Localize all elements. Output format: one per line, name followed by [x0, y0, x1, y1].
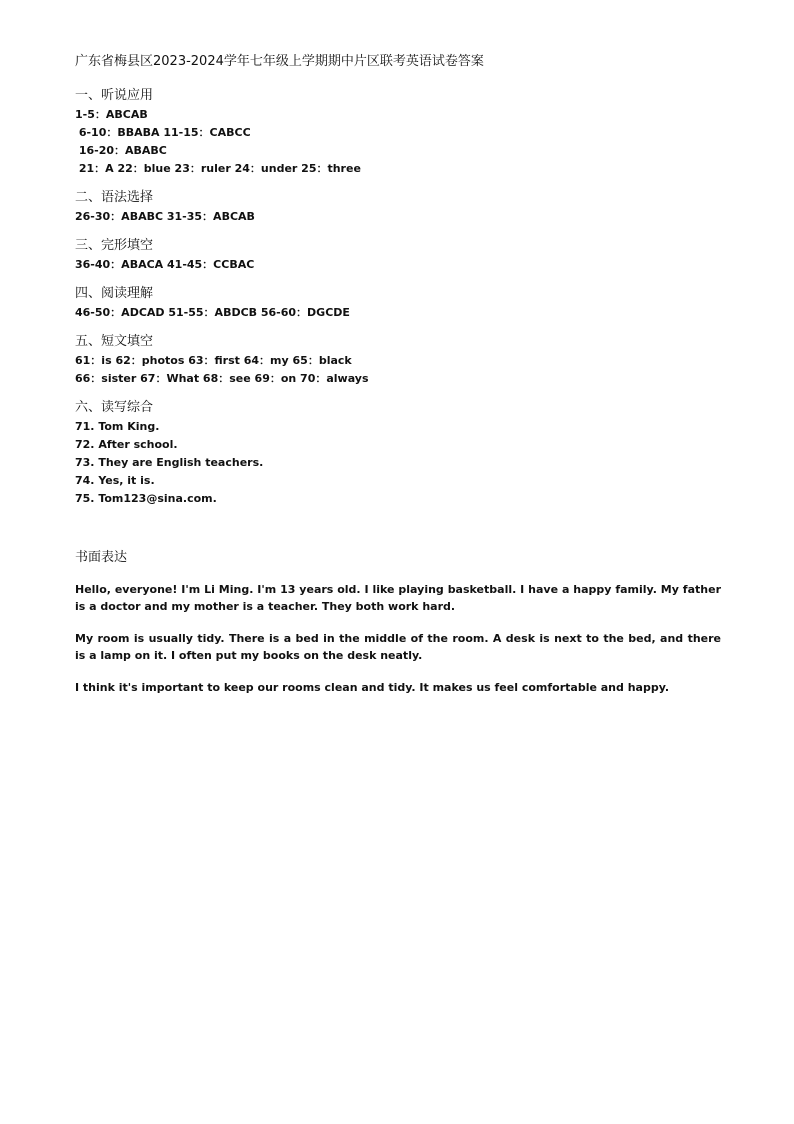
- writing-heading: 书面表达: [75, 550, 128, 565]
- answer-line: 61：is 62：photos 63：first 64：my 65：black: [75, 354, 352, 367]
- answer-line: 75. Tom123@sina.com.: [75, 492, 217, 505]
- section-heading: 一、听说应用: [75, 88, 154, 103]
- answer-line: 72. After school.: [75, 438, 178, 451]
- essay-paragraph: Hello, everyone! I'm Li Ming. I'm 13 years old. I like playing basketball. I have a happy family. My father is a doctor and my mother is a teacher. They both work hard.: [75, 583, 721, 613]
- answer-line: 73. They are English teachers.: [75, 456, 264, 469]
- section-cloze: [75, 236, 721, 274]
- section-grammar: [75, 188, 721, 226]
- essay-paragraph: My room is usually tidy. There is a bed in the middle of the room. A desk is next to the bed, and there is a lamp on it. I often put my books on the desk neatly.: [75, 632, 721, 662]
- section-reading: [75, 284, 721, 322]
- answer-line: 16-20：ABABC: [75, 144, 167, 157]
- section-heading: 二、语法选择: [75, 190, 154, 205]
- answer-line: 6-10：BBABA 11-15：CABCC: [75, 126, 251, 139]
- section-heading: 五、短文填空: [75, 334, 154, 349]
- section-listening: [75, 86, 721, 178]
- answer-line: 66：sister 67：What 68：see 69：on 70：always: [75, 372, 369, 385]
- document-title: 广东省梅县区2023-2024学年七年级上学期期中片区联考英语试卷答案: [75, 54, 484, 69]
- answer-line: 71. Tom King.: [75, 420, 160, 433]
- section-heading: 六、读写综合: [75, 400, 154, 415]
- answer-line: 74. Yes, it is.: [75, 474, 155, 487]
- answer-line: 26-30：ABABC 31-35：ABCAB: [75, 210, 255, 223]
- answer-document: [75, 52, 721, 711]
- section-heading: 四、阅读理解: [75, 286, 154, 301]
- essay-paragraph: I think it's important to keep our rooms clean and tidy. It makes us feel comfortable and happy.: [75, 681, 670, 694]
- answer-line: 46-50：ADCAD 51-55：ABDCB 56-60：DGCDE: [75, 306, 350, 319]
- answer-line: 1-5：ABCAB: [75, 108, 148, 121]
- section-writing: [75, 548, 721, 696]
- section-heading: 三、完形填空: [75, 238, 154, 253]
- section-fill-in: [75, 332, 721, 388]
- answer-line: 36-40：ABACA 41-45：CCBAC: [75, 258, 255, 271]
- answer-line: 21：A 22：blue 23：ruler 24：under 25：three: [75, 162, 361, 175]
- section-read-write: [75, 398, 721, 508]
